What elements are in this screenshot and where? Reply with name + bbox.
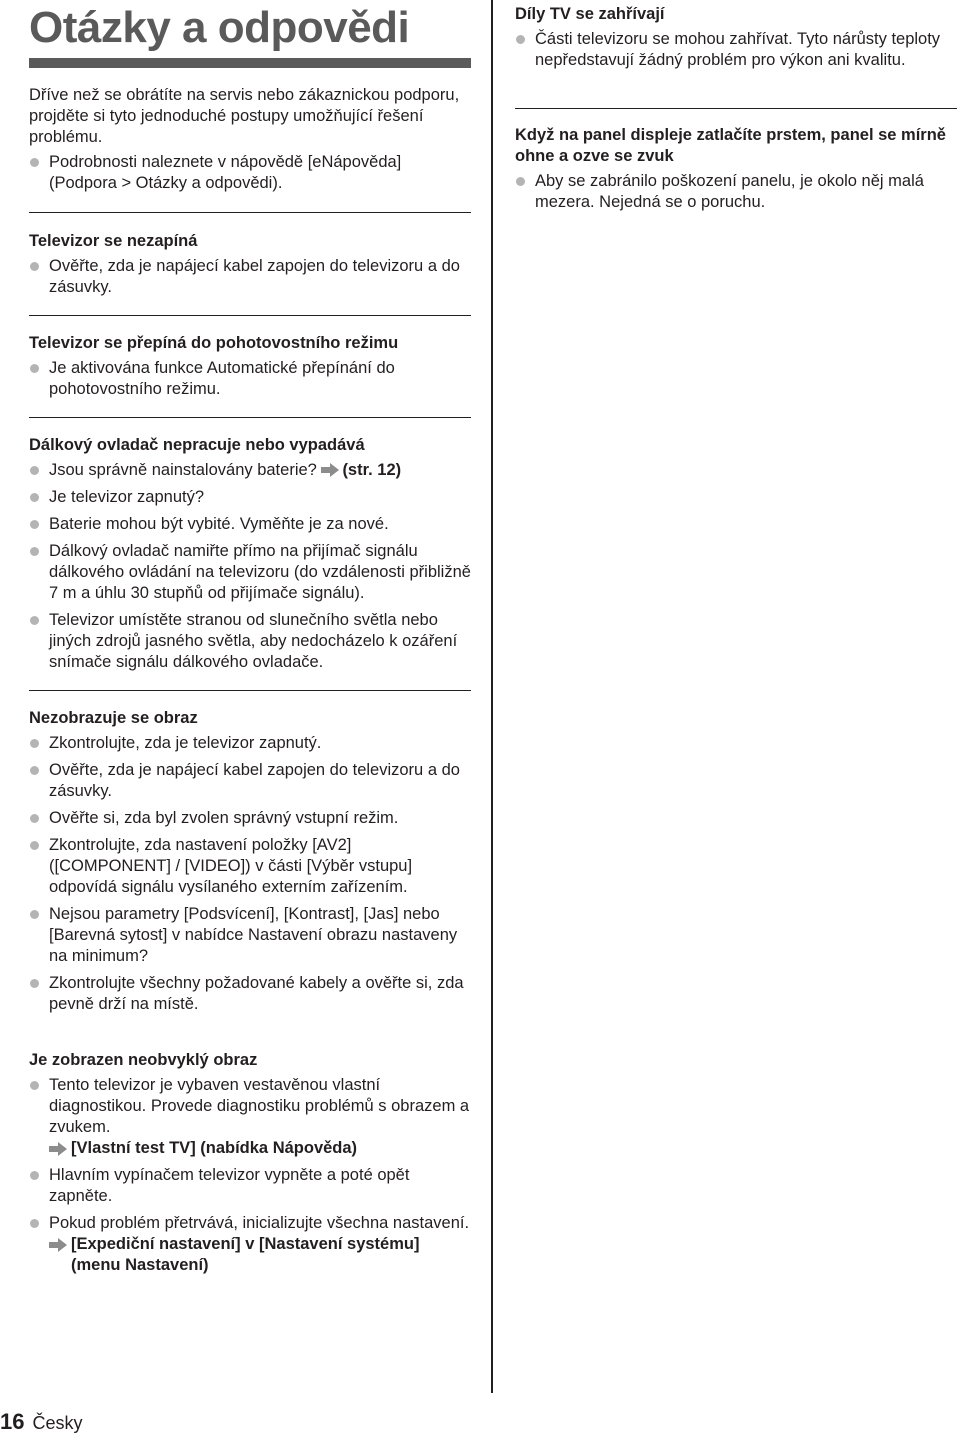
list-item: Dálkový ovladač namiřte přímo na přijímač signálu dálkového ovládání na televizoru (do vzdálenosti přibližně 7 m a úhlu 30 stupňů od přijímače signálu). bbox=[29, 541, 471, 604]
section-list bbox=[515, 29, 957, 71]
section-list bbox=[29, 358, 471, 400]
footer-language: Česky bbox=[32, 1413, 83, 1433]
section-heading: Televizor se přepíná do pohotovostního režimu bbox=[29, 334, 399, 352]
arrow-right-icon bbox=[49, 1142, 67, 1156]
list-item: Je aktivována funkce Automatické přepínání do pohotovostního režimu. bbox=[29, 358, 471, 400]
list-item: Části televizoru se mohou zahřívat. Tyto nárůsty teploty nepředstavují žádný problém pro výkon ani kvalitu. bbox=[515, 29, 957, 71]
section-divider bbox=[29, 212, 471, 213]
list-item: Zkontrolujte, zda nastavení položky [AV2] ([COMPONENT] / [VIDEO]) v části [Výběr vstupu] odpovídá signálu vysílaného externím zařízením. bbox=[29, 835, 471, 898]
list-item: Nejsou parametry [Podsvícení], [Kontrast], [Jas] nebo [Barevná sytost] v nabídce Nastavení obrazu nastaveny na minimum? bbox=[29, 904, 471, 967]
list-item-text: Tento televizor je vybaven vestavěnou vlastní diagnostikou. Provede diagnostiku problémů s obrazem a zvukem. bbox=[49, 1076, 470, 1136]
list-item bbox=[29, 460, 471, 481]
column-divider bbox=[491, 0, 493, 1393]
section-list bbox=[29, 733, 471, 1015]
section-heading: Je zobrazen neobvyklý obraz bbox=[29, 1051, 258, 1069]
section-no-power bbox=[29, 212, 471, 304]
title-underline-bar bbox=[29, 58, 471, 68]
page-reference: (str. 12) bbox=[342, 461, 402, 479]
list-item: Aby se zabránilo poškození panelu, je okolo něj malá mezera. Nejedná se o poruchu. bbox=[515, 171, 957, 213]
list-item: Televizor umístěte stranou od slunečního světla nebo jiných zdrojů jasného světla, aby nedocházelo k ozáření snímače signálu dálkového ovladače. bbox=[29, 610, 471, 673]
list-item-text: Pokud problém přetrvává, inicializujte všechna nastavení. bbox=[49, 1214, 470, 1232]
section-panel bbox=[515, 108, 957, 219]
page-number: 16 bbox=[0, 1409, 25, 1434]
section-standby bbox=[29, 315, 471, 406]
section-heading: Dálkový ovladač nepracuje nebo vypadává bbox=[29, 436, 365, 454]
list-item bbox=[29, 1213, 471, 1276]
reference-text: [Expediční nastavení] v [Nastavení systému] (menu Nastavení) bbox=[71, 1235, 420, 1274]
menu-reference bbox=[49, 1138, 471, 1159]
list-item bbox=[29, 1075, 471, 1159]
intro-text: Dříve než se obrátíte na servis nebo zákaznickou podporu, projděte si tyto jednoduché postupy umožňující řešení problému. bbox=[29, 86, 460, 146]
section-heading: Díly TV se zahřívají bbox=[515, 5, 665, 23]
list-item: Baterie mohou být vybité. Vyměňte je za nové. bbox=[29, 514, 471, 535]
section-list bbox=[515, 171, 957, 213]
list-item: Je televizor zapnutý? bbox=[29, 487, 471, 508]
section-remote bbox=[29, 417, 471, 679]
section-list bbox=[29, 1075, 471, 1276]
list-item: Ověřte si, zda byl zvolen správný vstupní režim. bbox=[29, 808, 471, 829]
section-heat bbox=[515, 4, 957, 77]
list-item-text: Jsou správně nainstalovány baterie? bbox=[49, 461, 317, 479]
reference-text: [Vlastní test TV] (nabídka Nápověda) bbox=[71, 1139, 358, 1157]
list-item: Ověřte, zda je napájecí kabel zapojen do televizoru a do zásuvky. bbox=[29, 760, 471, 802]
page-footer bbox=[0, 1409, 83, 1435]
section-list bbox=[29, 256, 471, 298]
arrow-right-icon bbox=[321, 463, 339, 477]
intro-list bbox=[29, 152, 471, 194]
menu-reference bbox=[49, 1234, 471, 1276]
list-item: Ověřte, zda je napájecí kabel zapojen do televizoru a do zásuvky. bbox=[29, 256, 471, 298]
section-divider bbox=[29, 315, 471, 316]
section-list bbox=[29, 460, 471, 673]
intro-bullet: Podrobnosti naleznete v nápovědě [eNápověda] (Podpora > Otázky a odpovědi). bbox=[29, 152, 471, 194]
section-heading: Nezobrazuje se obraz bbox=[29, 709, 198, 727]
arrow-right-icon bbox=[49, 1238, 67, 1252]
section-unusual-picture bbox=[29, 1050, 471, 1282]
left-column bbox=[29, 0, 471, 1274]
list-item: Zkontrolujte všechny požadované kabely a ověřte si, zda pevně drží na místě. bbox=[29, 973, 471, 1015]
list-item: Hlavním vypínačem televizor vypněte a poté opět zapněte. bbox=[29, 1165, 471, 1207]
section-divider bbox=[29, 690, 471, 691]
section-heading: Televizor se nezapíná bbox=[29, 232, 198, 250]
section-divider bbox=[515, 108, 957, 109]
section-heading: Když na panel displeje zatlačíte prstem, panel se mírně ohne a ozve se zvuk bbox=[515, 126, 946, 165]
section-divider bbox=[29, 417, 471, 418]
list-item: Zkontrolujte, zda je televizor zapnutý. bbox=[29, 733, 471, 754]
page-title: Otázky a odpovědi bbox=[29, 3, 410, 52]
section-no-picture bbox=[29, 690, 471, 1021]
